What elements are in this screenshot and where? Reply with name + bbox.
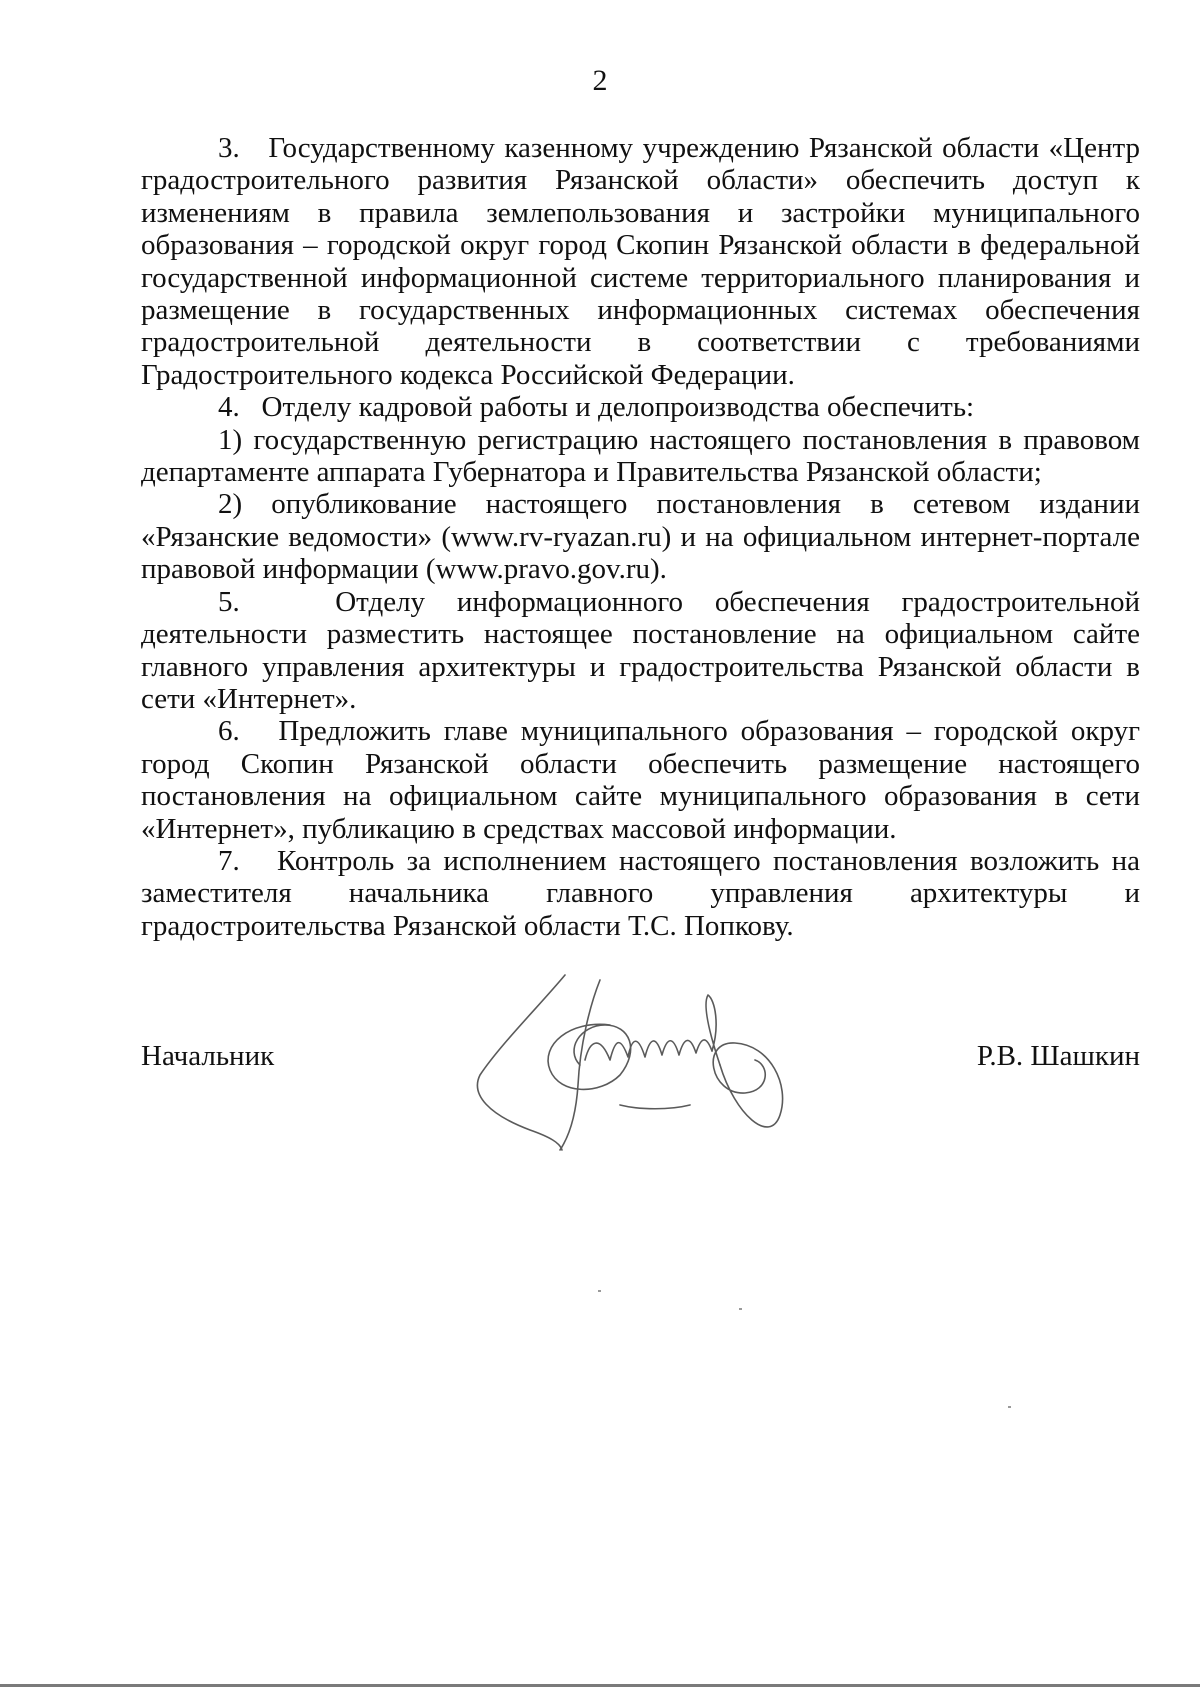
- paragraph-7: 7. Контроль за исполнением настоящего постановления возложить на заместителя начальника главного управления архитектуры и градостроительства Рязанской области Т.С. Попкову.: [141, 844, 1140, 942]
- signatory-title: Начальник: [141, 1040, 275, 1072]
- signature-block: [141, 1040, 1140, 1080]
- scan-speck: [598, 1290, 601, 1292]
- paragraph-4: 4. Отделу кадровой работы и делопроизводства обеспечить:: [218, 391, 975, 424]
- paragraph-5: 5. Отделу информационного обеспечения градостроительной деятельности разместить настоящее постановление на официальном сайте главного управления архитектуры и градостроительства Рязанской области в сети «Интернет».: [141, 585, 1140, 715]
- document-body: [141, 132, 1140, 942]
- paragraph-6: 6. Предложить главе муниципального образования – городской округ город Скопин Рязанской области обеспечить размещение настоящего постановления на официальном сайте муниципального образования в сети «Интернет», публикацию в средствах массовой информации.: [141, 715, 1140, 845]
- paragraph-4-item-1: 1) государственную регистрацию настоящего постановления в правовом департаменте аппарата Губернатора и Правительства Рязанской области;: [141, 423, 1140, 489]
- signatory-name: Р.В. Шашкин: [976, 1040, 1140, 1072]
- paragraph-3: 3. Государственному казенному учреждению Рязанской области «Центр градостроительного развития Рязанской области» обеспечить доступ к изменениям в правила землепользования и застройки муниципального образования – городской округ город Скопин Рязанской области в федеральной государственной информационной системе территориального планирования и размещение в государственных информационных системах обеспечения градостроительной деятельности в соответствии с требованиями Градостроительного кодекса Российской Федерации.: [141, 132, 1140, 391]
- paragraph-4-item-2: 2) опубликование настоящего постановления в сетевом издании «Рязанские ведомости» (www.rv-ryazan.ru) и на официальном интернет-портале правовой информации (www.pravo.gov.ru).: [141, 488, 1140, 586]
- page-number: 2: [592, 64, 608, 97]
- scan-edge-line: [0, 1684, 1200, 1687]
- scan-speck: [1008, 1406, 1011, 1408]
- scan-speck: [739, 1308, 742, 1310]
